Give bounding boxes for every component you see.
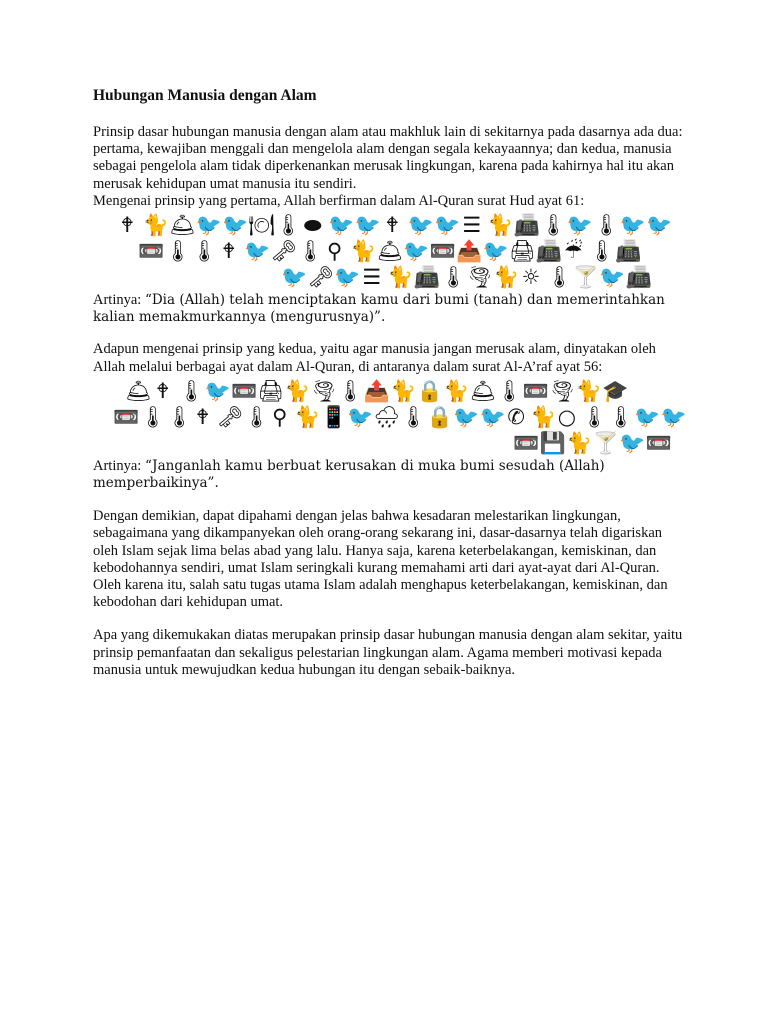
glyph-icon: 🗝 bbox=[270, 239, 298, 264]
glyph-icon: ☰ bbox=[462, 213, 482, 238]
glyph-icon: 🗝 bbox=[307, 265, 335, 290]
glyph-icon: 📼 bbox=[645, 430, 672, 455]
paragraph-hud-intro: Mengenai prinsip yang pertama, Allah berfirman dalam Al-Quran surat Hud ayat 61: bbox=[93, 192, 585, 209]
glyph-icon: 🔒 bbox=[426, 404, 453, 429]
glyph-icon: 📠 bbox=[615, 239, 642, 264]
glyph-row bbox=[113, 404, 687, 430]
glyph-icon: 📼 bbox=[522, 378, 549, 403]
glyph-icon: 🕈 bbox=[222, 239, 236, 264]
glyph-icon: 🐦 bbox=[619, 430, 646, 455]
glyph-icon: 🌡 bbox=[540, 213, 567, 238]
glyph-icon: 🐦 bbox=[195, 213, 222, 238]
translation-text: “Janganlah kamu berbuat kerusakan di muka bumi sesudah (Allah) memperbaikinya”. bbox=[93, 457, 605, 492]
glyph-icon: 🐦 bbox=[660, 404, 687, 429]
glyph-icon: ☔ bbox=[563, 239, 583, 264]
paragraph-conclusion: Dengan demikian, dapat dipahami dengan jelas bahwa kesadaran melestarikan lingkungan, sebagaimana yang dikampanyekan oleh orang-orang sekarang ini, dasar-dasarnya telah digariskan oleh Islam sejak lima belas abad yang lalu. Hanya saja, karena keterbelakangan, kemiskinan, dan kebodohannya sendiri, umat Islam seringkali kurang memahami arti dari ayat-ayat dari Al-Quran. Oleh karena itu, salah satu tugas utama Islam adalah menghapus keterbelakangan, kemiskinan, dan kebodohan dari kehidupan umat. bbox=[93, 508, 668, 611]
glyph-icon: 🐦 bbox=[334, 265, 361, 290]
glyph-icon: 🎓 bbox=[602, 378, 629, 403]
glyph-icon: 🐦 bbox=[482, 239, 509, 264]
glyph-icon: 📼 bbox=[231, 378, 258, 403]
glyph-icon: ⚲ bbox=[272, 404, 288, 429]
glyph-icon: ☼ bbox=[521, 265, 541, 290]
glyph-icon: 📱 bbox=[320, 404, 347, 429]
translation-label: Artinya: bbox=[93, 292, 145, 309]
glyph-icon: 🌡 bbox=[588, 239, 616, 264]
glyph-icon: 🐈 bbox=[390, 378, 417, 403]
glyph-icon: 📠 bbox=[535, 239, 562, 264]
glyph-icon: 🖨 bbox=[509, 239, 536, 264]
glyph-icon: 🐈 bbox=[493, 265, 520, 290]
glyph-icon: 🕈 bbox=[120, 213, 134, 238]
glyph-icon: 📠 bbox=[625, 265, 652, 290]
glyph-icon: 🐈 bbox=[350, 239, 377, 264]
glyph-row bbox=[138, 238, 683, 264]
glyph-icon: 🕈 bbox=[156, 378, 170, 403]
glyph-icon: ✆ bbox=[507, 404, 525, 429]
glyph-icon: 🌡 bbox=[297, 239, 324, 264]
glyph-icon: 🐈 bbox=[387, 265, 414, 290]
glyph-icon: 🛎 bbox=[469, 378, 497, 403]
glyph-icon: 🌡 bbox=[243, 404, 270, 429]
glyph-icon: 🐦 bbox=[281, 265, 308, 290]
glyph-icon: 🐦 bbox=[634, 404, 661, 429]
glyph-icon: ☰ bbox=[362, 265, 382, 290]
glyph-icon: 📼 bbox=[113, 404, 140, 429]
paragraph-intro: Prinsip dasar hubungan manusia dengan alam atau makhluk lain di sekitarnya pada dasarnya ada dua: pertama, kewajiban menggali dan mengelola alam dengan segala kekayaannya; dan kedua, manusia sebagai pengelola alam tidak diperkenankan merusak lingkungan, karena pada kahirnya hal itu akan merusak kehidupan umat manusia itu sendiri. bbox=[93, 124, 683, 192]
glyph-icon: 🕈 bbox=[385, 213, 399, 238]
glyph-icon: 🐈 bbox=[142, 213, 169, 238]
glyph-icon: 🐈 bbox=[566, 430, 593, 455]
glyph-icon: 🐈 bbox=[294, 404, 321, 429]
glyph-icon: 🌡 bbox=[581, 404, 608, 429]
glyph-icon: ⬬ bbox=[303, 213, 322, 238]
glyph-icon: 🐈 bbox=[575, 378, 602, 403]
glyph-icon: 📤 bbox=[456, 239, 483, 264]
verse-araf-56-glyphs bbox=[93, 378, 687, 456]
glyph-icon: 🐦 bbox=[599, 265, 626, 290]
glyph-icon: 🌡 bbox=[593, 213, 620, 238]
glyph-icon: 🐦 bbox=[222, 213, 249, 238]
glyph-icon: 🍽 bbox=[248, 213, 276, 238]
glyph-icon: 🐦 bbox=[407, 213, 434, 238]
glyph-icon: 💾 bbox=[539, 430, 566, 455]
glyph-icon: 🔒 bbox=[416, 378, 443, 403]
glyph-icon: 🐦 bbox=[619, 213, 646, 238]
translation-araf-56 bbox=[93, 458, 683, 492]
glyph-icon: 📼 bbox=[429, 239, 456, 264]
glyph-icon: 🐦 bbox=[347, 404, 374, 429]
paragraph-summary: Apa yang dikemukakan diatas merupakan prinsip dasar hubungan manusia dengan alam sekitar, yaitu prinsip pemanfaatan dan sekaligus pelestarian lingkungan alam. Agama memberi motivasi kepada manusia untuk mewujudkan kedua hubungan itu dengan sebaik-baiknya. bbox=[93, 627, 683, 678]
glyph-icon: 🌪 bbox=[549, 378, 576, 403]
glyph-icon: 🐦 bbox=[403, 239, 430, 264]
translation-label: Artinya: bbox=[93, 457, 145, 474]
glyph-icon: 🐈 bbox=[487, 213, 514, 238]
glyph-icon: 🐦 bbox=[646, 213, 673, 238]
glyph-row bbox=[116, 212, 683, 238]
glyph-icon: 🌡 bbox=[400, 404, 427, 429]
glyph-icon: 🐈 bbox=[443, 378, 470, 403]
glyph-icon: 🍸 bbox=[592, 430, 619, 455]
glyph-icon: 🐦 bbox=[328, 213, 355, 238]
paragraph-araf-intro: Adapun mengenai prinsip yang kedua, yaitu agar manusia jangan merusak alam, dinyatakan oleh Allah melalui berbagai ayat dalam Al-Quran, di antaranya dalam surat Al-A’raf ayat 56: bbox=[93, 341, 656, 375]
glyph-icon: 🐦 bbox=[204, 378, 231, 403]
glyph-icon: 📼 bbox=[513, 430, 540, 455]
glyph-icon: 🕈 bbox=[196, 404, 209, 429]
translation-hud-61 bbox=[93, 292, 683, 326]
glyph-row bbox=[281, 264, 683, 290]
glyph-icon: 📼 bbox=[138, 239, 165, 264]
glyph-icon: 🌡 bbox=[496, 378, 523, 403]
document-page bbox=[93, 86, 687, 679]
glyph-icon: 🐦 bbox=[453, 404, 480, 429]
glyph-row bbox=[513, 430, 683, 456]
glyph-icon: 🌡 bbox=[607, 404, 635, 429]
glyph-icon: 🛎 bbox=[376, 239, 404, 264]
glyph-icon: 🌡 bbox=[191, 239, 218, 264]
verse-hud-61-glyphs bbox=[93, 212, 683, 290]
glyph-icon: 📠 bbox=[413, 265, 440, 290]
glyph-icon: 🌡 bbox=[166, 404, 193, 429]
glyph-icon: 🌡 bbox=[546, 265, 573, 290]
glyph-icon: 🍸 bbox=[572, 265, 599, 290]
glyph-icon: 🛎 bbox=[125, 378, 152, 403]
glyph-icon: 🌪 bbox=[466, 265, 494, 290]
glyph-icon: 📠 bbox=[513, 213, 540, 238]
glyph-icon: 🗝 bbox=[216, 404, 244, 429]
glyph-icon: 🐦 bbox=[434, 213, 461, 238]
glyph-icon: 🌡 bbox=[178, 378, 205, 403]
glyph-icon: 🌡 bbox=[440, 265, 467, 290]
glyph-icon: 🌡 bbox=[139, 404, 167, 429]
glyph-icon: 📤 bbox=[363, 378, 390, 403]
glyph-icon: 🐦 bbox=[244, 239, 271, 264]
glyph-icon: 🖨 bbox=[257, 378, 285, 403]
glyph-icon: 🐦 bbox=[354, 213, 381, 238]
translation-text: “Dia (Allah) telah menciptakan kamu dari bumi (tanah) dan memerintahkan kalian memakmurkannya (mengurusnya)”. bbox=[93, 292, 665, 326]
glyph-icon: 🌡 bbox=[164, 239, 192, 264]
glyph-icon: ⚲ bbox=[327, 239, 343, 264]
glyph-icon: 🌡 bbox=[337, 378, 364, 403]
page-title: Hubungan Manusia dengan Alam bbox=[93, 87, 317, 104]
glyph-icon: 🌧 bbox=[373, 404, 401, 429]
glyph-icon: ○ bbox=[557, 404, 577, 429]
glyph-icon: 🐈 bbox=[530, 404, 557, 429]
glyph-row bbox=[125, 378, 683, 404]
glyph-icon: 🐦 bbox=[566, 213, 593, 238]
glyph-icon: 🐈 bbox=[284, 378, 311, 403]
glyph-icon: 🛎 bbox=[169, 213, 196, 238]
glyph-icon: 🌪 bbox=[310, 378, 338, 403]
glyph-icon: 🌡 bbox=[275, 213, 302, 238]
glyph-icon: 🐦 bbox=[479, 404, 506, 429]
